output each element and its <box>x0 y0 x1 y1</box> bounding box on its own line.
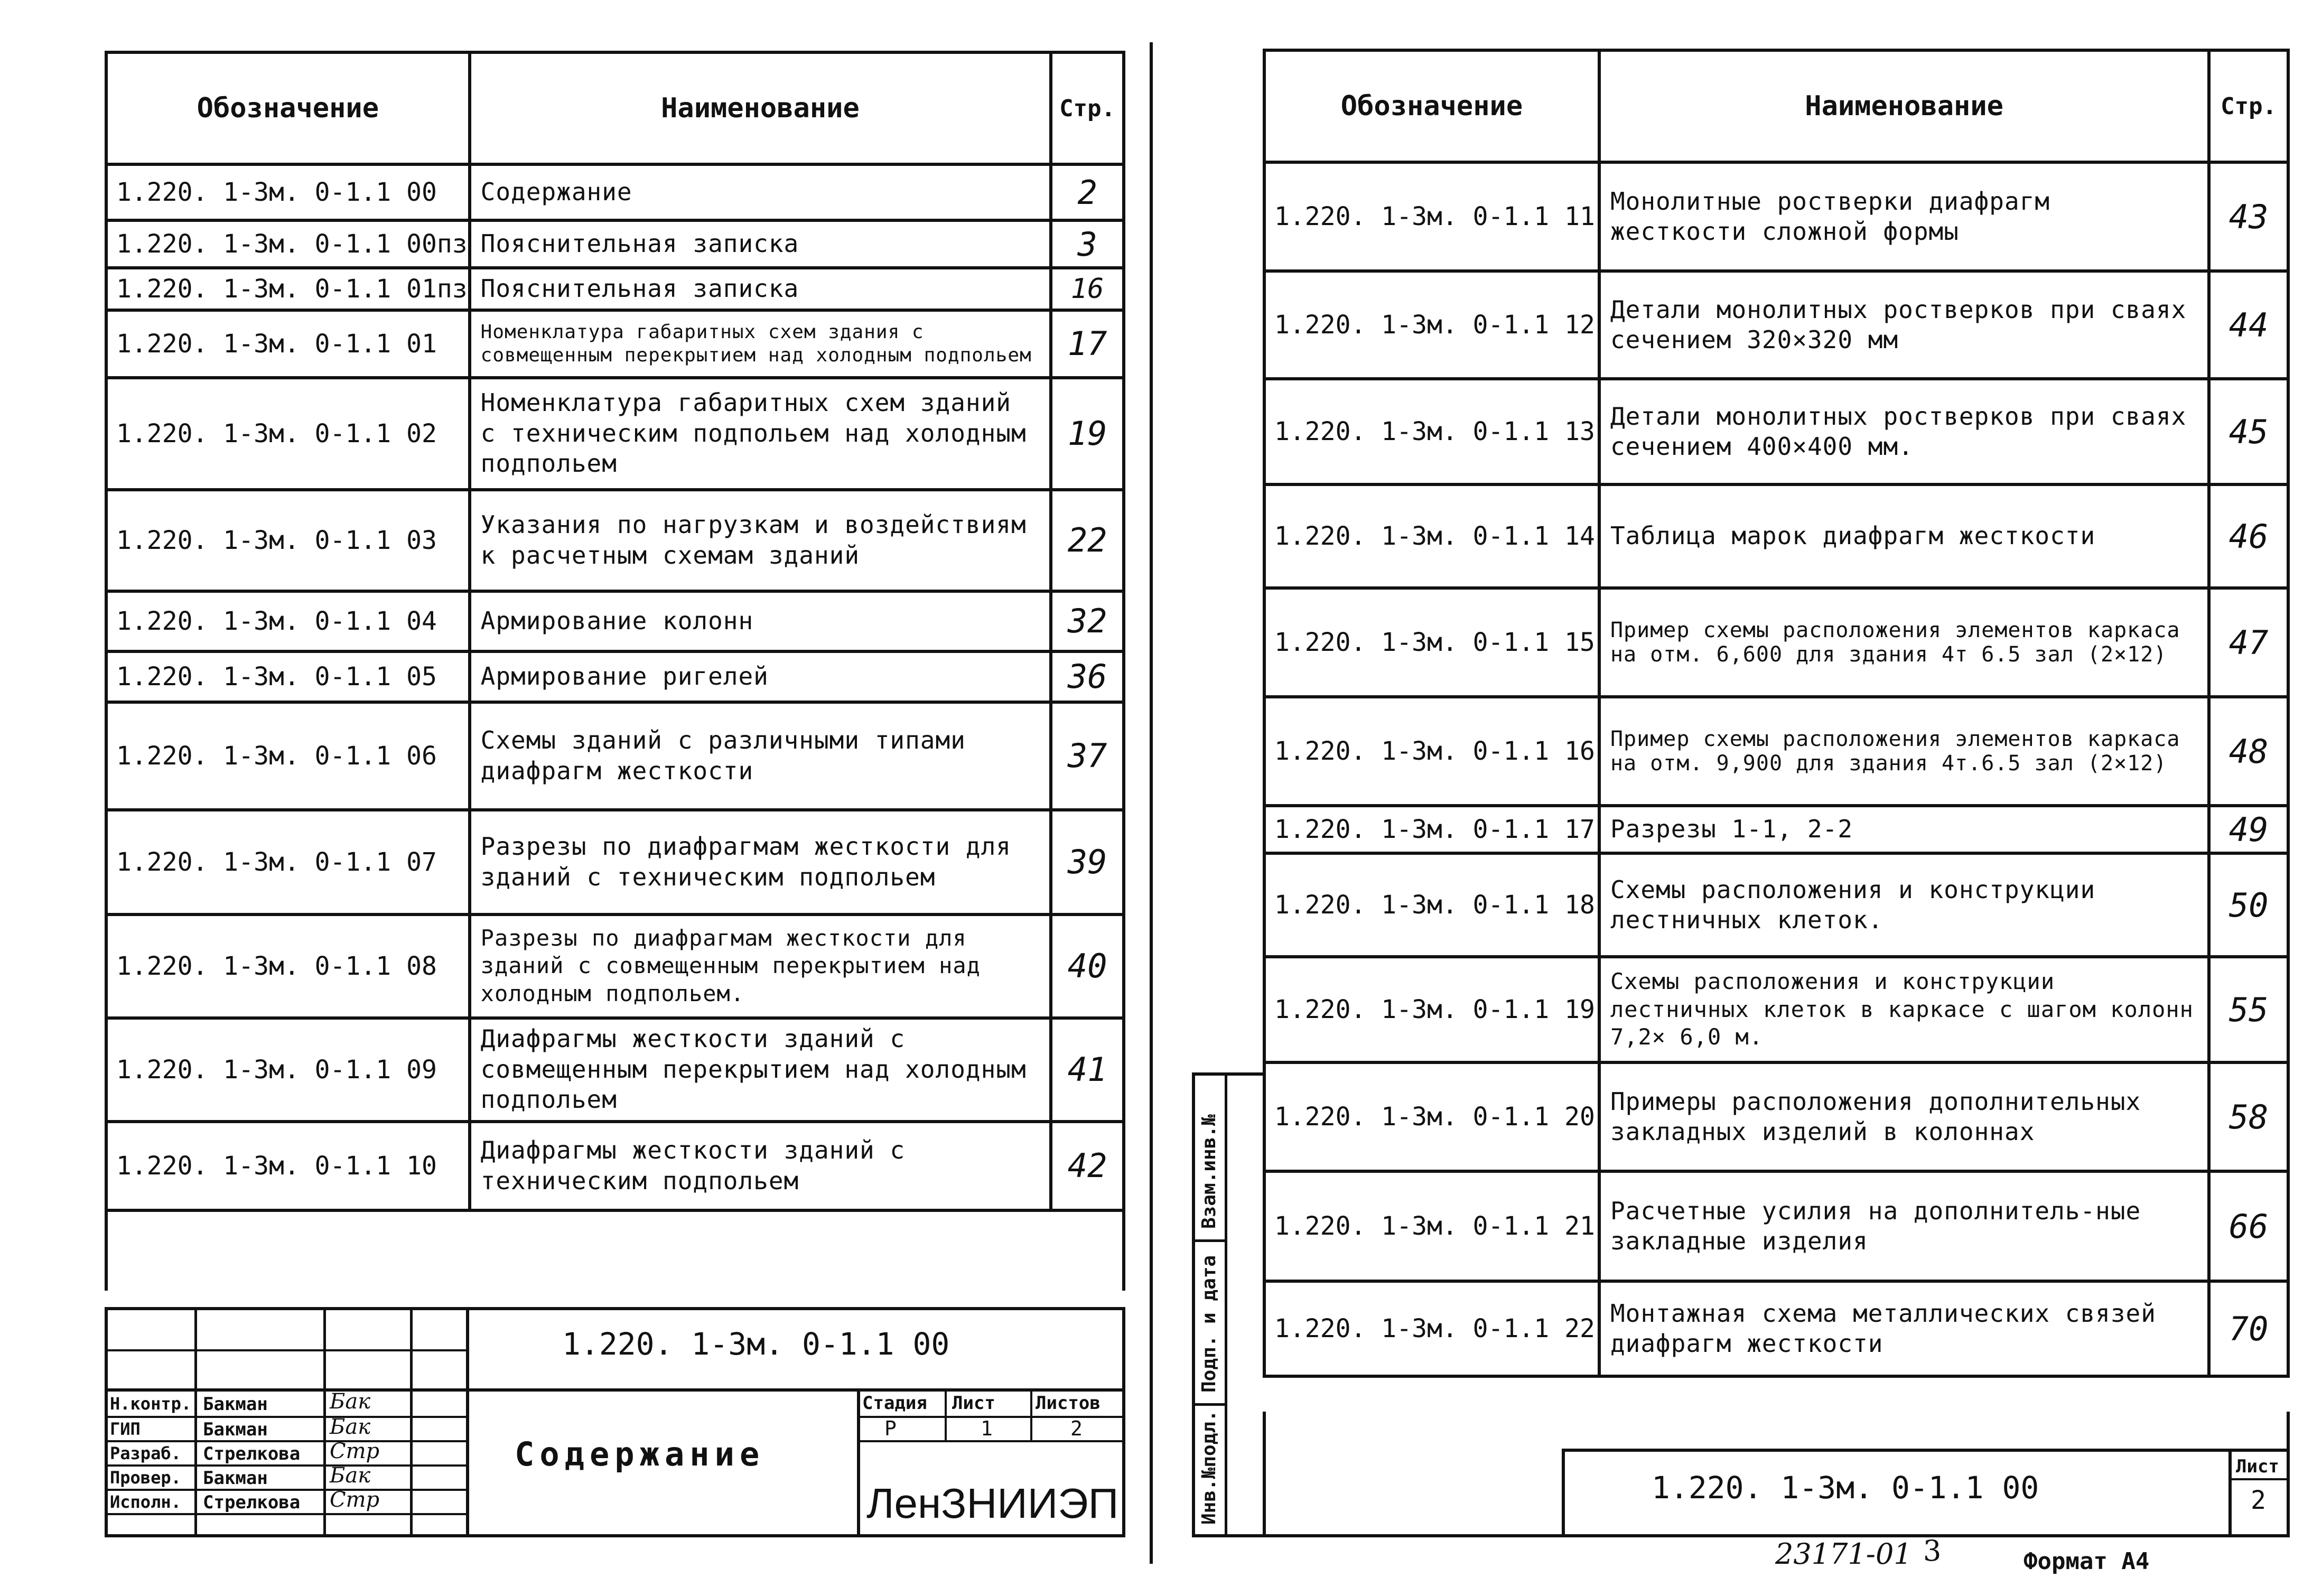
table-row <box>1264 697 2288 806</box>
row-page: 43 <box>2209 162 2288 271</box>
left-stamp-code: 1.220. 1-3м. 0-1.1 00 <box>562 1326 950 1362</box>
header-designation: Обозначение <box>1264 50 1599 162</box>
row-page: 50 <box>2209 853 2288 957</box>
row-name: Таблица марок диафрагм жесткости <box>1599 484 2209 588</box>
row-code: 1.220. 1-3м. 0-1.1 05 <box>106 651 470 702</box>
row-name: Детали монолитных ростверков при сваях сечением 400×400 мм. <box>1599 379 2209 484</box>
table-row <box>1264 379 2288 484</box>
row-code: 1.220. 1-3м. 0-1.1 01пз <box>106 268 470 310</box>
row-page: 37 <box>1051 702 1124 810</box>
row-name: Армирование колонн <box>470 591 1051 651</box>
table-row <box>106 164 1124 220</box>
row-code: 1.220. 1-3м. 0-1.1 14 <box>1264 484 1599 588</box>
stage-value: Р <box>884 1417 897 1440</box>
row-name: Пример схемы расположения элементов каркаса на отм. 9,900 для здания 4т.6.5 зал (2×12) <box>1599 697 2209 806</box>
row-page: 45 <box>2209 379 2288 484</box>
row-name: Указания по нагрузкам и воздействиям к расчетным схемам зданий <box>470 490 1051 591</box>
row-code: 1.220. 1-3м. 0-1.1 04 <box>106 591 470 651</box>
row-page: 70 <box>2209 1281 2288 1376</box>
row-code: 1.220. 1-3м. 0-1.1 22 <box>1264 1281 1599 1376</box>
row-page: 44 <box>2209 271 2288 379</box>
header-name: Наименование <box>1599 50 2209 162</box>
row-code: 1.220. 1-3м. 0-1.1 11 <box>1264 162 1599 271</box>
row-code: 1.220. 1-3м. 0-1.1 21 <box>1264 1171 1599 1281</box>
role-label: Исполн. <box>110 1492 181 1512</box>
table-row <box>1264 1171 2288 1281</box>
row-code: 1.220. 1-3м. 0-1.1 18 <box>1264 853 1599 957</box>
row-page: 49 <box>2209 806 2288 853</box>
role-label: Н.контр. <box>110 1394 192 1414</box>
role-label: Разраб. <box>110 1443 181 1463</box>
table-row <box>106 220 1124 268</box>
side-label-sign: Подп. и дата <box>1198 1255 1220 1393</box>
role-name: Стрелкова <box>203 1443 301 1464</box>
row-name: Разрезы по диафрагмам жесткости для зданий с совмещенным перекрытием над холодным подпольем. <box>470 914 1051 1018</box>
left-toc-header <box>106 52 1124 164</box>
table-row <box>1264 1062 2288 1171</box>
row-name: Армирование ригелей <box>470 651 1051 702</box>
row-page: 3 <box>1051 220 1124 268</box>
table-row <box>1264 588 2288 697</box>
table-row <box>106 702 1124 810</box>
row-name: Содержание <box>470 164 1051 220</box>
role-name: Бакман <box>203 1419 268 1440</box>
row-page: 55 <box>2209 957 2288 1062</box>
sheets-value: 2 <box>1070 1417 1083 1440</box>
signature: Бак <box>330 1389 371 1414</box>
table-row <box>106 310 1124 378</box>
header-designation: Обозначение <box>106 52 470 164</box>
signature: Стр <box>330 1439 380 1463</box>
row-name: Схемы зданий с различными типами диафрагм жесткости <box>470 702 1051 810</box>
row-code: 1.220. 1-3м. 0-1.1 00пз <box>106 220 470 268</box>
side-label-inv: Инв.№подл. <box>1198 1410 1220 1525</box>
row-code: 1.220. 1-3м. 0-1.1 07 <box>106 810 470 914</box>
role-label: Провер. <box>110 1468 181 1488</box>
row-page: 47 <box>2209 588 2288 697</box>
table-row <box>1264 957 2288 1062</box>
header-page: Стр. <box>2209 50 2288 162</box>
table-row <box>106 378 1124 490</box>
row-name: Схемы расположения и конструкции лестничных клеток в каркасе с шагом колонн 7,2× 6,0 м. <box>1599 957 2209 1062</box>
signature: Бак <box>330 1415 371 1439</box>
row-page: 22 <box>1051 490 1124 591</box>
row-page: 16 <box>1051 268 1124 310</box>
sheet-label: Лист <box>952 1393 995 1414</box>
org-name: ЛенЗНИИЭП <box>866 1480 1119 1527</box>
right-toc-header <box>1264 50 2288 162</box>
side-label-zam: Взам.инв.№ <box>1198 1114 1220 1229</box>
row-page: 2 <box>1051 164 1124 220</box>
row-code: 1.220. 1-3м. 0-1.1 09 <box>106 1018 470 1122</box>
row-code: 1.220. 1-3м. 0-1.1 00 <box>106 164 470 220</box>
row-code: 1.220. 1-3м. 0-1.1 03 <box>106 490 470 591</box>
row-page: 41 <box>1051 1018 1124 1122</box>
row-name: Пояснительная записка <box>470 220 1051 268</box>
row-page: 39 <box>1051 810 1124 914</box>
row-page: 58 <box>2209 1062 2288 1171</box>
role-name: Бакман <box>203 1394 268 1415</box>
row-name: Схемы расположения и конструкции лестничных клеток. <box>1599 853 2209 957</box>
right-title-block <box>1263 1412 2290 1537</box>
row-code: 1.220. 1-3м. 0-1.1 12 <box>1264 271 1599 379</box>
table-row <box>106 651 1124 702</box>
right-sheet-label: Лист <box>2236 1456 2279 1477</box>
right-stamp-code: 1.220. 1-3м. 0-1.1 00 <box>1652 1470 2039 1506</box>
row-code: 1.220. 1-3м. 0-1.1 20 <box>1264 1062 1599 1171</box>
table-row <box>1264 271 2288 379</box>
row-page: 46 <box>2209 484 2288 588</box>
side-strip <box>1192 1072 1266 1537</box>
sheets-label: Листов <box>1036 1393 1101 1414</box>
row-page: 36 <box>1051 651 1124 702</box>
role-label: ГИП <box>110 1419 141 1439</box>
row-name: Диафрагмы жесткости зданий с техническим подпольем <box>470 1122 1051 1210</box>
row-code: 1.220. 1-3м. 0-1.1 10 <box>106 1122 470 1210</box>
row-name: Разрезы 1-1, 2-2 <box>1599 806 2209 853</box>
row-name: Монолитные ростверки диафрагм жесткости сложной формы <box>1599 162 2209 271</box>
row-name: Разрезы по диафрагмам жесткости для зданий с техническим подпольем <box>470 810 1051 914</box>
signature: Стр <box>330 1488 380 1512</box>
table-row <box>1264 484 2288 588</box>
row-name: Примеры расположения дополнительных закладных изделий в колоннах <box>1599 1062 2209 1171</box>
sheet-value: 1 <box>981 1417 993 1440</box>
row-page: 48 <box>2209 697 2288 806</box>
archive-number: 23171-01 <box>1775 1537 1912 1571</box>
table-row <box>106 1018 1124 1122</box>
row-code: 1.220. 1-3м. 0-1.1 19 <box>1264 957 1599 1062</box>
row-page: 17 <box>1051 310 1124 378</box>
header-name: Наименование <box>470 52 1051 164</box>
row-name: Пояснительная записка <box>470 268 1051 310</box>
table-row <box>1264 162 2288 271</box>
row-page: 32 <box>1051 591 1124 651</box>
right-toc-table <box>1263 49 2290 1378</box>
row-name: Диафрагмы жесткости зданий с совмещенным перекрытием над холодным подпольем <box>470 1018 1051 1122</box>
row-name: Детали монолитных ростверков при сваях сечением 320×320 мм <box>1599 271 2209 379</box>
table-row <box>1264 853 2288 957</box>
row-code: 1.220. 1-3м. 0-1.1 15 <box>1264 588 1599 697</box>
archive-page: 3 <box>1923 1534 1942 1567</box>
stage-label: Стадия <box>862 1393 927 1414</box>
left-title-block <box>105 1307 1125 1537</box>
row-code: 1.220. 1-3м. 0-1.1 02 <box>106 378 470 490</box>
row-code: 1.220. 1-3м. 0-1.1 06 <box>106 702 470 810</box>
row-code: 1.220. 1-3м. 0-1.1 13 <box>1264 379 1599 484</box>
signature: Бак <box>330 1463 371 1488</box>
left-toc-table <box>105 51 1125 1291</box>
header-page: Стр. <box>1051 52 1124 164</box>
table-spacer-row <box>106 1210 1124 1291</box>
role-name: Бакман <box>203 1468 268 1489</box>
row-name: Номенклатура габаритных схем здания с совмещенным перекрытием над холодным подпольем <box>470 310 1051 378</box>
row-name: Расчетные усилия на дополнитель-ные закладные изделия <box>1599 1171 2209 1281</box>
table-row <box>106 1122 1124 1210</box>
table-row <box>1264 1281 2288 1376</box>
row-page: 42 <box>1051 1122 1124 1210</box>
table-row <box>106 490 1124 591</box>
row-name: Пример схемы расположения элементов каркаса на отм. 6,600 для здания 4т 6.5 зал (2×12) <box>1599 588 2209 697</box>
row-page: 40 <box>1051 914 1124 1018</box>
row-code: 1.220. 1-3м. 0-1.1 16 <box>1264 697 1599 806</box>
page-divider <box>1150 42 1153 1564</box>
row-name: Номенклатура габаритных схем зданий с техническим подпольем над холодным подпольем <box>470 378 1051 490</box>
right-sheet-value: 2 <box>2251 1486 2266 1515</box>
row-page: 19 <box>1051 378 1124 490</box>
row-code: 1.220. 1-3м. 0-1.1 08 <box>106 914 470 1018</box>
row-code: 1.220. 1-3м. 0-1.1 17 <box>1264 806 1599 853</box>
format-label: Формат А4 <box>2023 1548 2150 1575</box>
role-name: Стрелкова <box>203 1492 301 1513</box>
table-row <box>106 810 1124 914</box>
row-page: 66 <box>2209 1171 2288 1281</box>
left-stamp-title: Содержание <box>515 1435 765 1473</box>
table-row <box>106 268 1124 310</box>
row-name: Монтажная схема металлических связей диафрагм жесткости <box>1599 1281 2209 1376</box>
table-row <box>106 591 1124 651</box>
row-code: 1.220. 1-3м. 0-1.1 01 <box>106 310 470 378</box>
table-row <box>1264 806 2288 853</box>
table-row <box>106 914 1124 1018</box>
